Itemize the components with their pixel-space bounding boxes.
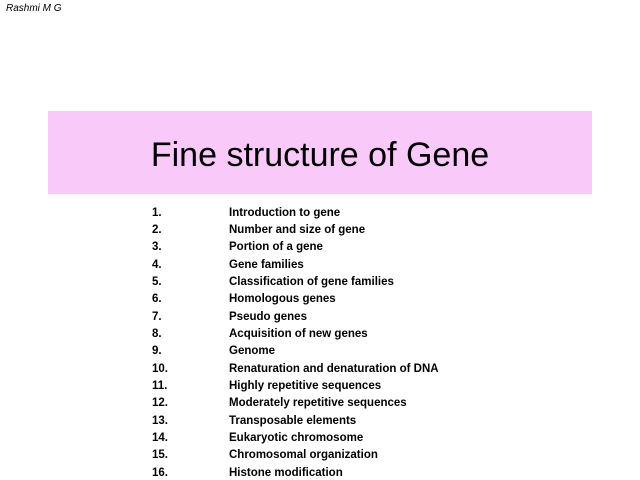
toc-label: Number and size of gene [229,224,366,237]
title-band [48,111,592,194]
toc-number: 15. [152,449,168,462]
table-of-contents [152,204,439,480]
toc-item [152,204,439,221]
toc-number: 8. [152,328,162,341]
toc-item [152,377,439,394]
toc-item [152,256,439,273]
toc-item [152,325,439,342]
toc-number: 14. [152,432,168,445]
toc-number: 4. [152,258,162,271]
toc-label: Acquisition of new genes [229,328,368,341]
toc-number: 7. [152,310,162,323]
toc-number: 12. [152,397,168,410]
toc-label: Histone modification [229,466,343,479]
toc-label: Chromosomal organization [229,449,378,462]
toc-number: 6. [152,293,162,306]
toc-item [152,308,439,325]
toc-number: 2. [152,224,162,237]
toc-label: Renaturation and denaturation of DNA [229,362,439,375]
toc-item [152,273,439,290]
toc-label: Introduction to gene [229,206,341,219]
toc-label: Transposable elements [229,414,357,427]
toc-label: Moderately repetitive sequences [229,397,407,410]
toc-number: 16. [152,466,168,479]
toc-number: 3. [152,241,162,254]
toc-item [152,221,439,238]
toc-label: Classification of gene families [229,276,394,289]
toc-item [152,429,439,446]
toc-item [152,412,439,429]
toc-number: 13. [152,414,168,427]
toc-number: 5. [152,276,162,289]
toc-label: Gene families [229,258,304,271]
toc-item [152,464,439,480]
toc-item [152,343,439,360]
toc-label: Homologous genes [229,293,336,306]
toc-label: Highly repetitive sequences [229,380,382,393]
toc-number: 1. [152,206,162,219]
toc-item [152,447,439,464]
toc-number: 11. [152,380,168,393]
toc-item [152,395,439,412]
slide-title: Fine structure of Gene [150,136,490,174]
toc-label: Genome [229,345,276,358]
author-label: Rashmi M G [6,3,62,14]
toc-label: Pseudo genes [229,310,307,323]
toc-item [152,239,439,256]
toc-item [152,291,439,308]
toc-label: Portion of a gene [229,241,323,254]
toc-number: 10. [152,362,168,375]
toc-label: Eukaryotic chromosome [229,432,364,445]
toc-item [152,360,439,377]
toc-number: 9. [152,345,162,358]
